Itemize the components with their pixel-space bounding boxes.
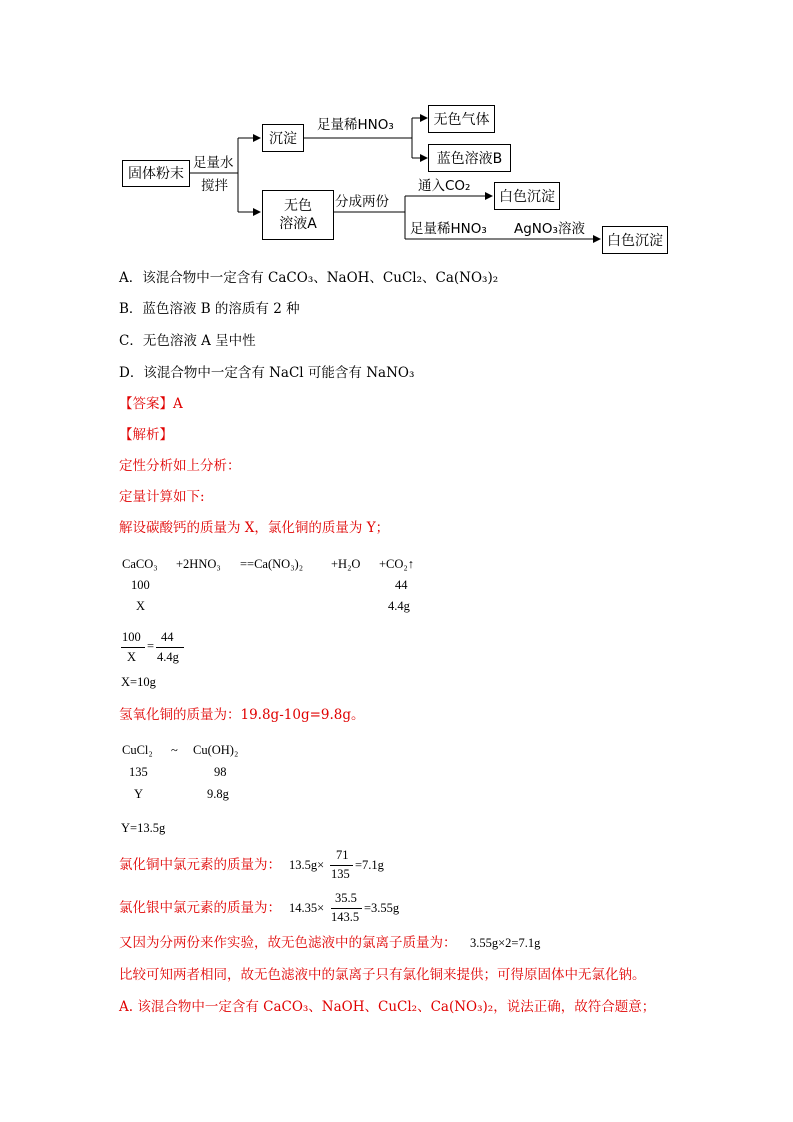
eq2-m98g: 9.8g [207,787,229,801]
split-label: 分成两份 [335,194,389,210]
stir-label: 搅拌 [201,178,228,194]
option-d: D．该混合物中一定含有 NaCl 可能含有 NaNO₃ [119,365,415,381]
hno3-label-2: 足量稀HNO₃ [410,221,487,237]
cl-in-cucl2-expr-b: =7.1g [355,858,384,872]
white-ppt-box-2: 白色沉淀 [602,226,668,254]
cl-in-agcl-text: 氯化银中氯元素的质量为： [119,900,281,916]
analysis-line3: 解设碳酸钙的质量为 X，氯化铜的质量为 Y； [119,520,390,536]
eq2-cuoh2: Cu(OH)₂ [193,743,239,757]
frac1-num-right: 44 [161,630,174,644]
eq2-tilde: ~ [171,743,178,757]
colorless-gas-box: 无色气体 [428,105,495,133]
eq1-m44: 44 [395,578,408,592]
compare-text: 比较可知两者相同，故无色滤液中的氯离子只有氯化铜来提供；可得原固体中无氯化钠。 [119,967,646,983]
eq1-ca-no3: ==Ca(NO₃)₂ [240,557,304,571]
option-a: A．该混合物中一定含有 CaCO₃、NaOH、CuCl₂、Ca(NO₃)₂ [119,270,499,286]
analysis-line2: 定量计算如下: [119,489,205,505]
split-text: 又因为分两份来作实验，故无色滤液中的氯离子质量为： [119,935,457,951]
cl-in-cucl2-num: 71 [336,848,349,862]
colorless-solution-a-box [262,190,334,240]
answer: 【答案】A [119,396,183,412]
solid-powder-box: 固体粉末 [122,160,190,187]
option-c: C．无色溶液 A 呈中性 [119,333,256,349]
agno3-label: AgNO₃溶液 [514,221,585,237]
cuoh-mass: 氢氧化铜的质量为：19.8g-10g=9.8g。 [119,707,365,723]
eq2-y: Y [134,787,144,801]
split-expr: 3.55g×2=7.1g [470,936,541,950]
eq2-m98: 98 [214,765,227,779]
frac1-equals: = [147,639,155,653]
frac1-bar-left [121,647,145,648]
frac1-bar-right [156,647,184,648]
eq1-hno3: +2HNO₃ [176,557,221,571]
water-label: 足量水 [193,155,234,171]
frac1-den-left: X [127,650,137,664]
eq1-co2: +CO₂↑ [379,557,415,571]
co2-label: 通入CO₂ [418,178,471,194]
y-result: Y=13.5g [121,821,166,835]
analysis-line1: 定性分析如上分析： [119,458,241,474]
colorless-solution-line2: 溶液A [279,216,317,232]
cl-in-cucl2-expr-a: 13.5g× [289,858,325,872]
x-result: X=10g [121,675,156,689]
precipitate-box: 沉淀 [262,124,304,152]
eq1-x: X [136,599,146,613]
cl-in-agcl-expr-a: 14.35× [289,901,325,915]
cl-in-agcl-num: 35.5 [335,891,357,905]
colorless-solution-line1: 无色 [284,198,312,214]
eq1-h2o: +H₂O [331,557,361,571]
hno3-label-1: 足量稀HNO₃ [317,117,394,133]
cl-in-agcl-den: 143.5 [331,910,360,924]
eq2-m135: 135 [129,765,148,779]
cl-in-cucl2-text: 氯化铜中氯元素的质量为： [119,857,281,873]
white-ppt-box-1: 白色沉淀 [494,182,560,210]
option-b: B．蓝色溶液 B 的溶质有 2 种 [119,301,300,317]
flow-diagram-lines [0,0,793,270]
cl-in-cucl2-den: 135 [331,867,350,881]
frac1-den-right: 4.4g [157,650,179,664]
cl-in-agcl-expr-b: =3.55g [364,901,400,915]
eq1-m100: 100 [131,578,150,592]
a-conclusion: A. 该混合物中一定含有 CaCO₃、NaOH、CuCl₂、Ca(NO₃)₂，说法正确，故符合题意； [119,999,656,1015]
analysis-heading: 【解析】 [119,427,173,443]
frac1-num-left: 100 [122,630,141,644]
eq1-caco3: CaCO₃ [122,557,158,571]
eq1-m44g: 4.4g [388,599,410,613]
blue-solution-box: 蓝色溶液B [428,144,511,172]
eq2-cucl2: CuCl₂ [122,743,153,757]
